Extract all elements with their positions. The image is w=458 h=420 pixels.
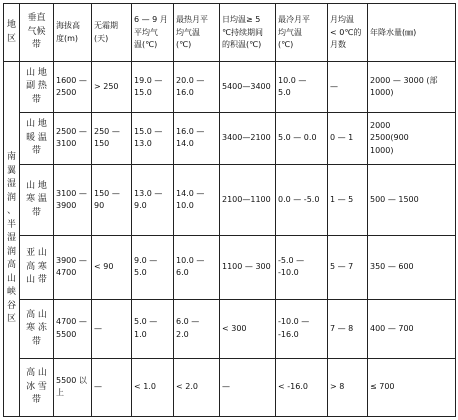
table-row <box>4 300 456 358</box>
annual-precip-cell: 400 — 700 <box>368 300 456 358</box>
zone-cell: 山 地 寒 温 带 <box>20 165 54 236</box>
table-row <box>4 235 456 299</box>
zone-cell: 山 地 暖 温 带 <box>20 112 54 164</box>
frost-free-cell: — <box>92 300 132 358</box>
header-months-below-zero: 月均温 < 0℃的 月数 <box>328 4 368 62</box>
months-below-zero-cell: 0 — 1 <box>328 112 368 164</box>
annual-precip-cell: 350 — 600 <box>368 235 456 299</box>
header-region: 地 区 <box>4 4 20 62</box>
altitude-cell: 5500 以 上 <box>54 358 92 416</box>
jun-sep-temp-cell: < 1.0 <box>132 358 174 416</box>
hottest-month-cell: 6.0 — 2.0 <box>174 300 220 358</box>
hottest-month-cell: < 2.0 <box>174 358 220 416</box>
coldest-month-cell: 0.0 — -5.0 <box>276 165 328 236</box>
table-row <box>4 165 456 236</box>
header-jun-sep-temp: 6 — 9 月 平均气 温(℃) <box>132 4 174 62</box>
months-below-zero-cell: 5 — 7 <box>328 235 368 299</box>
months-below-zero-cell: 7 — 8 <box>328 300 368 358</box>
frost-free-cell: > 250 <box>92 62 132 112</box>
altitude-cell: 4700 — 5500 <box>54 300 92 358</box>
frost-free-cell: — <box>92 358 132 416</box>
hottest-month-cell: 14.0 — 10.0 <box>174 165 220 236</box>
hottest-month-cell: 20.0 — 16.0 <box>174 62 220 112</box>
header-frost-free: 无霜期 (天) <box>92 4 132 62</box>
zone-cell: 高 山 冰 雪 带 <box>20 358 54 416</box>
coldest-month-cell: -10.0 — -16.0 <box>276 300 328 358</box>
frost-free-cell: < 90 <box>92 235 132 299</box>
frost-free-cell: 150 — 90 <box>92 165 132 236</box>
months-below-zero-cell: 1 — 5 <box>328 165 368 236</box>
zone-cell: 高 山 寒 冻 带 <box>20 300 54 358</box>
vertical-climate-zones-table <box>3 3 456 417</box>
annual-precip-cell: ≤ 700 <box>368 358 456 416</box>
accumulated-temp-cell: 3400—2100 <box>220 112 276 164</box>
header-annual-precip: 年降水量(㎜) <box>368 4 456 62</box>
accumulated-temp-cell: 5400—3400 <box>220 62 276 112</box>
coldest-month-cell: < -16.0 <box>276 358 328 416</box>
header-coldest-month: 最冷月平 均气温 (℃) <box>276 4 328 62</box>
annual-precip-cell: 2000 — 3000 (部 1000) <box>368 62 456 112</box>
jun-sep-temp-cell: 15.0 — 13.0 <box>132 112 174 164</box>
months-below-zero-cell: > 8 <box>328 358 368 416</box>
altitude-cell: 3100 — 3900 <box>54 165 92 236</box>
header-altitude: 海拔高 度(m) <box>54 4 92 62</box>
header-hottest-month: 最热月平 均气温 (℃) <box>174 4 220 62</box>
hottest-month-cell: 10.0 — 6.0 <box>174 235 220 299</box>
frost-free-cell: 250 — 150 <box>92 112 132 164</box>
accumulated-temp-cell: 2100—1100 <box>220 165 276 236</box>
months-below-zero-cell: — <box>328 62 368 112</box>
header-accumulated-temp: 日均温≥ 5 ℃持续期间 的积温(℃) <box>220 4 276 62</box>
jun-sep-temp-cell: 19.0 — 15.0 <box>132 62 174 112</box>
accumulated-temp-cell: < 300 <box>220 300 276 358</box>
altitude-cell: 1600 — 2500 <box>54 62 92 112</box>
coldest-month-cell: -5.0 — -10.0 <box>276 235 328 299</box>
zone-cell: 山 地 副 热 带 <box>20 62 54 112</box>
annual-precip-cell: 500 — 1500 <box>368 165 456 236</box>
table-row <box>4 112 456 164</box>
accumulated-temp-cell: — <box>220 358 276 416</box>
hottest-month-cell: 16.0 — 14.0 <box>174 112 220 164</box>
altitude-cell: 3900 — 4700 <box>54 235 92 299</box>
coldest-month-cell: 5.0 — 0.0 <box>276 112 328 164</box>
table-row <box>4 358 456 416</box>
accumulated-temp-cell: 1100 — 300 <box>220 235 276 299</box>
coldest-month-cell: 10.0 — 5.0 <box>276 62 328 112</box>
header-zone: 垂直 气候 带 <box>20 4 54 62</box>
altitude-cell: 2500 — 3100 <box>54 112 92 164</box>
jun-sep-temp-cell: 5.0 — 1.0 <box>132 300 174 358</box>
annual-precip-cell: 2000 2500(900 1000) <box>368 112 456 164</box>
zone-cell: 亚 山 高 寒 山 带 <box>20 235 54 299</box>
header-row <box>4 4 456 62</box>
jun-sep-temp-cell: 13.0 — 9.0 <box>132 165 174 236</box>
table-row <box>4 62 456 112</box>
region-name-cell: 南 翼 湿 润 、 半 湿 润 高 山 峡 谷 区 <box>4 62 20 417</box>
jun-sep-temp-cell: 9.0 — 5.0 <box>132 235 174 299</box>
